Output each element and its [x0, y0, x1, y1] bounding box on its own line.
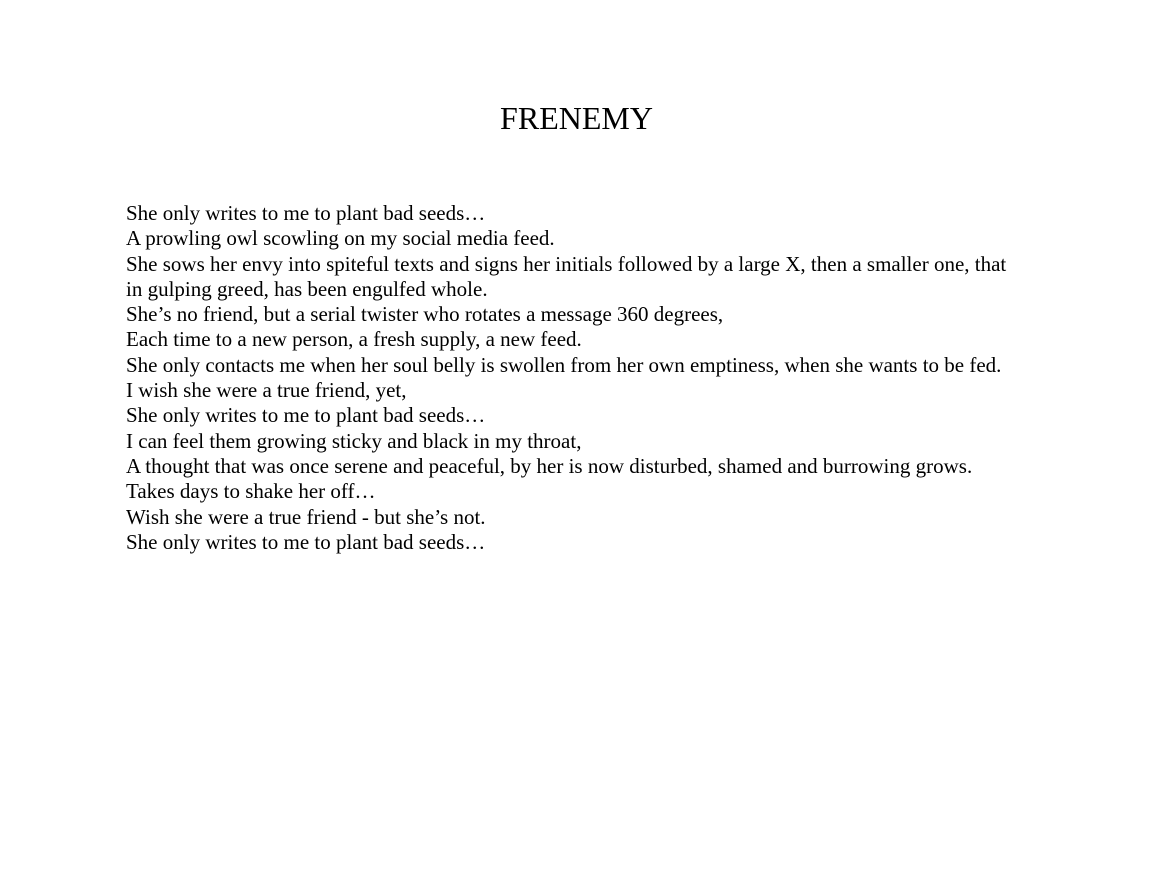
poem-line: I wish she were a true friend, yet,	[126, 378, 407, 403]
poem-line: Takes days to shake her off…	[126, 479, 376, 504]
poem-line: A thought that was once serene and peaceful, by her is now disturbed, shamed and burrowing grows.	[126, 453, 973, 478]
poem-line: She only writes to me to plant bad seeds…	[126, 403, 486, 428]
poem-line: I can feel them growing sticky and black in my throat,	[126, 428, 582, 453]
poem-line: She only contacts me when her soul belly is swollen from her own emptiness, when she wants to be fed.	[126, 352, 1002, 377]
poem-line: She sows her envy into spiteful texts and signs her initials followed by a large X, then a smaller one, that in gulping greed, has been engulfed whole.	[126, 251, 1007, 301]
poem-line: Each time to a new person, a fresh supply, a new feed.	[126, 327, 582, 352]
poem-line: She’s no friend, but a serial twister who rotates a message 360 degrees,	[126, 302, 724, 327]
poem-line: She only writes to me to plant bad seeds…	[126, 529, 486, 554]
poem-title: FRENEMY	[500, 100, 653, 136]
poem-line: She only writes to me to plant bad seeds…	[126, 201, 486, 225]
poem-line: A prowling owl scowling on my social media feed.	[126, 226, 555, 251]
poem-line: Wish she were a true friend - but she’s not.	[126, 504, 486, 529]
poem-body	[126, 201, 1026, 555]
